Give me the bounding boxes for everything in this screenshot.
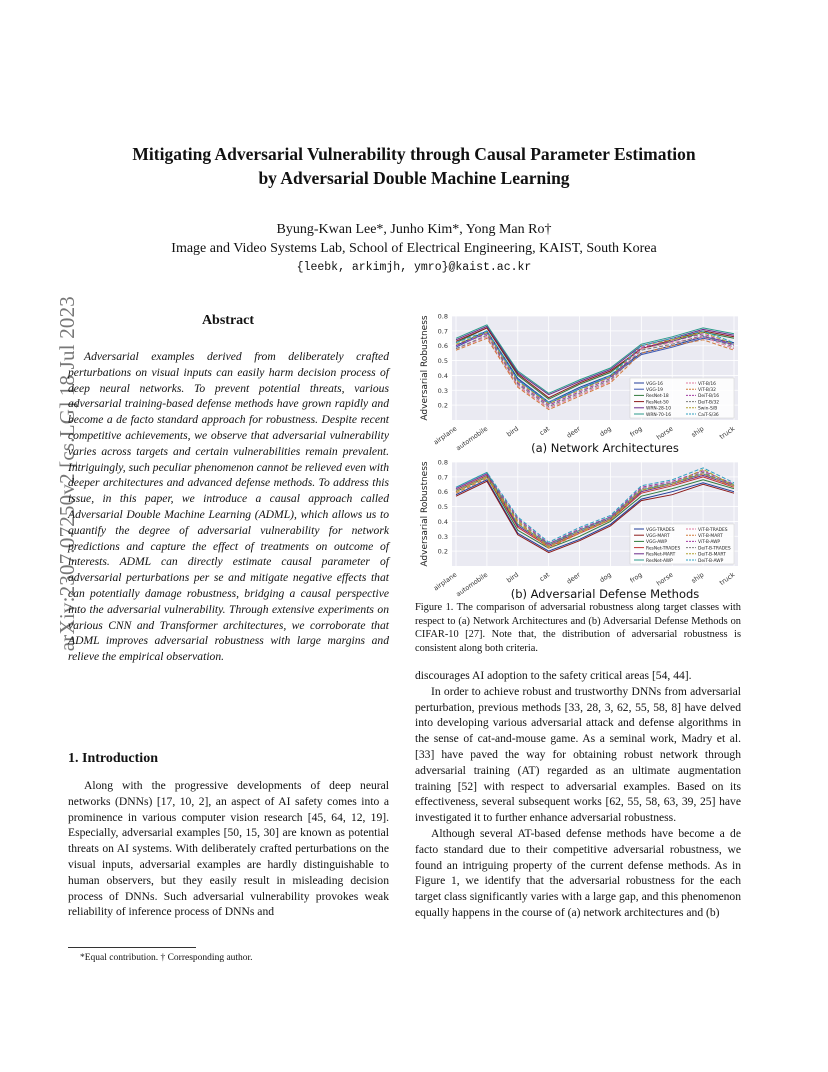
title-line-1: Mitigating Adversarial Vulnerability through Causal Parameter Estimation: [132, 144, 696, 164]
arxiv-stamp: [15, 296, 79, 756]
ytick-label-4: 0.6: [437, 342, 448, 351]
xtick-label-ship: ship: [689, 570, 706, 585]
ytick-label-5: 0.7: [437, 327, 448, 336]
legend-label-7: ViT-B-MART: [698, 534, 723, 539]
legend-label-8: DeiT-B/16: [698, 394, 720, 400]
title-line-2: by Adversarial Double Machine Learning: [258, 168, 570, 188]
right-paragraph-1: In order to achieve robust and trustworthy DNNs from adversarial perturbation, previous methods [33, 28, 3, 62, 55, 58, 8] have delved into developing various adversarial attack and defense algorithms in the sense of cat-and-mouse game. As a seminal work, Madry et al. [33] have paved the way for obtaining robust network through adversarial training (AT) regarded as an ultimate augmentation training [52] with respect to adversarial examples. Based on its effectiveness, several subsequent works [62, 55, 58, 63, 39, 25] have investigated it to further enhance adversarial robustness.: [415, 684, 741, 825]
abstract-heading: Abstract: [201, 313, 255, 328]
legend-label-3: ResNet-TRADES: [646, 546, 681, 552]
legend-label-4: ResNet-MART: [646, 552, 676, 558]
xtick-label-dog: dog: [598, 424, 613, 439]
legend-label-6: ViT-B-TRADES: [698, 527, 728, 533]
ytick-label-4: 0.6: [437, 488, 448, 497]
legend-label-5: ResNet-AWP: [646, 558, 673, 564]
chart-title: (a) Network Architectures: [531, 441, 679, 455]
legend-label-2: ResNet-18: [646, 394, 669, 400]
xtick-label-deer: deer: [565, 570, 582, 586]
legend-label-7: ViT-B/32: [698, 388, 716, 393]
ylabel: Adversarial Robustness: [420, 315, 430, 421]
ytick-label-1: 0.3: [437, 386, 448, 395]
legend-label-9: DeiT-B/32: [698, 400, 720, 406]
chart-network-architectures: [420, 313, 738, 456]
legend-label-0: VGG-TRADES: [646, 527, 675, 533]
xtick-label-truck: truck: [718, 424, 737, 441]
section-heading-introduction: 1. Introduction: [68, 751, 158, 766]
legend-label-11: CaiT-S/36: [698, 412, 719, 418]
legend-label-0: VGG-16: [646, 381, 663, 387]
xtick-label-truck: truck: [718, 570, 737, 587]
xtick-label-horse: horse: [655, 424, 675, 442]
chart-title: (b) Adversarial Defense Methods: [510, 587, 700, 600]
xtick-label-cat: cat: [538, 570, 551, 584]
legend-label-6: ViT-B/16: [698, 381, 716, 387]
xtick-label-frog: frog: [628, 570, 644, 585]
figure-1: [412, 308, 744, 600]
xtick-label-dog: dog: [598, 570, 613, 585]
xtick-label-airplane: airplane: [431, 424, 459, 447]
xtick-label-deer: deer: [565, 424, 582, 440]
legend-label-9: DeiT-B-TRADES: [698, 546, 731, 552]
legend-label-4: WRN-28-10: [646, 406, 672, 412]
legend-label-10: DeiT-B-MART: [698, 552, 726, 558]
xtick-label-automobile: automobile: [454, 424, 490, 453]
affiliation: Image and Video Systems Lab, School of Electrical Engineering, KAIST, South Korea: [171, 241, 657, 256]
legend-label-1: VGG-19: [646, 388, 663, 393]
xtick-label-airplane: airplane: [431, 570, 459, 593]
ytick-label-5: 0.7: [437, 473, 448, 482]
legend-label-2: VGG-AWP: [646, 540, 668, 546]
legend-label-11: DeiT-B-AWP: [698, 558, 724, 564]
introduction-body: [68, 778, 389, 920]
abstract-text: Adversarial examples derived from deliberately crafted perturbations on visual inputs can easily harm decision process of deep neural networks. To prevent potential threats, various adversarial training-based defense methods have grown rapidly and become a de facto standard approach for robustness. Despite recent competitive achievements, we observe that adversarial vulnerability varies across targets and certain vulnerabilities remain prevalent. Intriguingly, such peculiar phenomenon cannot be relieved even with deeper architectures and advanced defense methods. To address this issue, in this paper, we introduce a causal approach called Adversarial Double Machine Learning (ADML), which allows us to quantify the degree of adversarial vulnerability for network predictions and capture the effect of treatments on outcome of interests. ADML can directly estimate causal parameter of adversarial perturbations per se and mitigate negative effects that can potentially damage robustness, bridging a causal perspective into the adversarial vulnerability. Through extensive experiments on various CNN and Transformer architectures, we corroborate that ADML improves adversarial robustness with large margins and relieve the empirical observation.: [68, 350, 389, 664]
xtick-label-cat: cat: [538, 424, 551, 438]
ytick-label-3: 0.5: [437, 357, 448, 366]
author-list: Byung-Kwan Lee*, Junho Kim*, Yong Man Ro†: [276, 222, 552, 237]
xtick-label-bird: bird: [505, 424, 521, 439]
ytick-label-2: 0.4: [437, 517, 448, 526]
ytick-label-0: 0.2: [437, 547, 448, 556]
xtick-label-bird: bird: [505, 570, 521, 585]
xtick-label-ship: ship: [689, 424, 706, 439]
ytick-label-0: 0.2: [437, 401, 448, 410]
intro-paragraph-1: Along with the progressive developments of deep neural networks (DNNs) [17, 10, 2], an aspect of AI safety comes into a prominence in various computer vision research [45, 64, 12, 19]. Especially, adversarial examples [50, 15, 30] are known as potential threats on AI systems. With deliberately crafted perturbations on the visual inputs, adversarial examples are hardly distinguishable to human observers, but they easily result in misleading decision process of DNNs. Such adversarial vulnerability provokes weak reliability of inference process of DNNs and: [68, 779, 389, 919]
right-paragraph-0: discourages AI adoption to the safety critical areas [54, 44].: [415, 669, 692, 682]
ytick-label-3: 0.5: [437, 503, 448, 512]
right-paragraph-2: Although several AT-based defense methods have become a de facto standard due to their competitive adversarial robustness, we found an intriguing property of the current defense methods. As in Figure 1, we identify that the adversarial robustness for the each target class significantly varies with a large gap, and this phenomenon equally happens in the course of (a) network architectures and (b): [415, 826, 741, 919]
footnote-rule: [68, 947, 196, 948]
legend-label-5: WRN-70-16: [646, 412, 672, 418]
paper-title: [60, 142, 768, 190]
arxiv-stamp-text: arXiv:2307.07250v2 [cs.LG] 18 Jul 2023: [55, 296, 79, 652]
footnote: *Equal contribution. † Corresponding author.: [80, 953, 253, 963]
abstract-body: [68, 349, 389, 665]
xtick-label-automobile: automobile: [454, 570, 490, 599]
ytick-label-6: 0.8: [437, 458, 448, 467]
ytick-label-1: 0.3: [437, 532, 448, 541]
xtick-label-frog: frog: [628, 424, 644, 439]
legend-label-8: ViT-B-AWP: [698, 540, 721, 546]
legend-label-3: ResNet-50: [646, 400, 669, 406]
figure-caption: Figure 1. The comparison of adversarial robustness along target classes with respect to (a) Network Architectures and (b) Adversarial Defense Methods on CIFAR-10 [27]. Note that, the distribution of adversarial robustness is consistent along both criteria.: [415, 602, 741, 654]
right-column-body: [415, 668, 741, 921]
ylabel: Adversarial Robustness: [420, 461, 430, 567]
legend-label-1: VGG-MART: [646, 534, 670, 539]
author-emails: {leebk, arkimjh, ymro}@kaist.ac.kr: [296, 261, 532, 274]
ytick-label-6: 0.8: [437, 312, 448, 321]
chart-defense-methods: [420, 459, 738, 601]
xtick-label-horse: horse: [655, 570, 675, 588]
legend-label-10: Swin-S/B: [698, 406, 718, 412]
ytick-label-2: 0.4: [437, 371, 448, 380]
